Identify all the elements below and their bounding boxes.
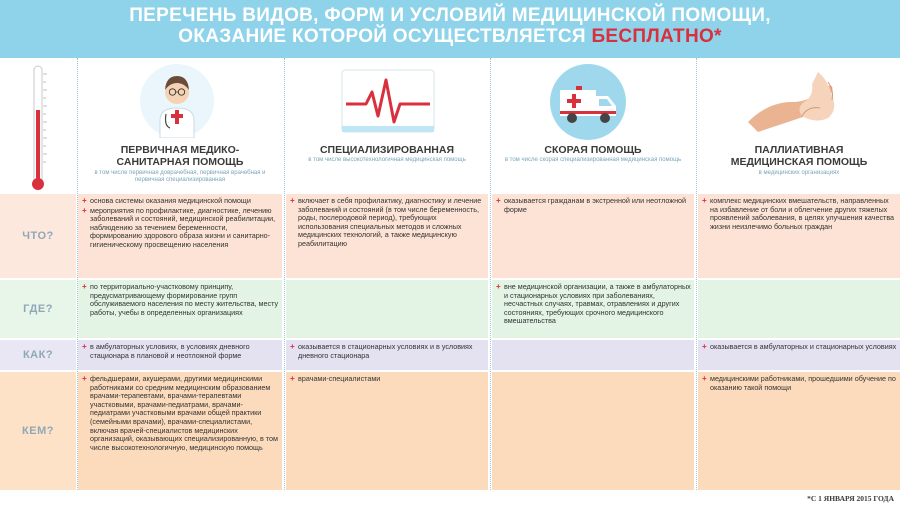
cell-specialized-where [286,280,488,338]
heart-monitor-icon [340,66,436,138]
column-emergency-title-line1: СКОРАЯ ПОМОЩЬ [544,144,642,156]
row-label-how: КАК? [0,340,76,370]
column-primary-title-line1: ПЕРВИЧНАЯ МЕДИКО- [120,144,240,156]
column-primary-header [78,58,282,194]
plus-icon: + [82,342,87,351]
column-primary-subtitle: в том числе первичная доврачебная, первичная врачебная и первичная специализированная [94,170,266,183]
thermometer-cell [0,58,76,194]
column-specialized-subtitle: в том числе высокотехнологичная медицинская помощь [308,157,466,163]
thermometer-icon [0,58,76,194]
column-palliative-title-line1: ПАЛЛИАТИВНАЯ [754,144,844,156]
list-item: + в амбулаторных условиях, в условиях дневного стационара в плановой и неотложной форме [82,342,250,360]
list-item: + оказывается в стационарных условиях и в условиях дневного стационара [290,342,473,360]
page-title-line2 [0,26,900,47]
services-table [0,58,900,490]
title-band [0,0,900,58]
cell-emergency-who [492,372,694,490]
cell-specialized-what [286,194,488,278]
cell-palliative-who [698,372,900,490]
cell-palliative-where [698,280,900,338]
cell-specialized-who [286,372,488,490]
column-emergency-header [492,58,694,194]
cell-palliative-how [698,340,900,370]
footnote: *С 1 ЯНВАРЯ 2015 ГОДА [807,494,894,503]
plus-icon: + [496,196,501,205]
cell-emergency-where [492,280,694,338]
column-palliative-title-line2: МЕДИЦИНСКАЯ ПОМОЩЬ [730,156,868,168]
helping-hands-icon [728,62,870,142]
column-palliative-subtitle: в медицинских организациях [758,170,840,176]
cell-specialized-how [286,340,488,370]
column-specialized-title-line1: СПЕЦИАЛИЗИРОВАННАЯ [319,144,455,156]
column-divider [490,58,491,490]
cell-emergency-what [492,194,694,278]
plus-icon: + [496,282,501,291]
page-title-line2-text: ОКАЗАНИЕ КОТОРОЙ ОСУЩЕСТВЛЯЕТСЯ [178,26,592,47]
plus-icon: + [702,196,707,205]
list-item: + включает в себя профилактику, диагностику и лечение заболеваний и состояний (в том числе беременность, роды, послеродовой период), требующих использования специальных методов и сложных медицинских технологий, а также медицинскую реабилитацию [290,196,482,248]
column-divider [77,58,78,490]
ambulance-icon [550,64,626,140]
list-item: + мероприятия по профилактике, диагностике, лечению заболеваний и состояний, медицинской реабилитации, наблюдению за течением беременности, формированию здорового образа жизни и санитарно-гигиеническому просвещению населения [82,205,276,249]
plus-icon: + [702,374,707,383]
cell-palliative-what [698,194,900,278]
plus-icon: + [290,374,295,383]
cell-emergency-how [492,340,694,370]
plus-icon: + [82,282,87,291]
plus-icon: + [290,196,295,205]
list-item: + врачами-специалистами [290,374,381,383]
column-emergency-title [492,144,694,156]
row-label-where: ГДЕ? [0,280,76,338]
list-item: + оказывается гражданам в экстренной или неотложной форме [496,196,687,214]
row-label-what: ЧТО? [0,194,76,278]
list-item: + основа системы оказания медицинской помощи [82,196,251,205]
column-palliative-title [698,144,900,168]
doctor-icon [140,64,214,138]
plus-icon: + [82,196,87,205]
plus-icon: + [290,342,295,351]
column-emergency-subtitle: в том числе скорая специализированная медицинская помощь [504,157,682,163]
list-item: + медицинскими работниками, прошедшими обучение по оказанию такой помощи [702,374,896,392]
cell-primary-how [78,340,282,370]
cell-primary-who [78,372,282,490]
plus-icon: + [82,374,87,383]
column-specialized-header [286,58,488,194]
page-title-accent: БЕСПЛАТНО* [591,26,722,47]
cell-primary-what [78,194,282,278]
list-item: + комплекс медицинских вмешательств, направленных на избавление от боли и облегчение других тяжелых проявлений заболевания, в целях улучшения качества жизни неизлечимо больных граждан [702,196,895,231]
column-primary-title-line2: САНИТАРНАЯ ПОМОЩЬ [116,156,244,168]
list-item: + вне медицинской организации, а также в амбулаторных и стационарных условиях при заболеваниях, несчастных случаях, травмах, отравлениях и других состояниях, требующих срочного медицинского вмешательства [496,282,691,326]
list-item: + по территориально-участковому принципу, предусматривающему формирование групп обслуживаемого населения по месту жительства, месту работы, учебы в определенных организациях [82,282,279,317]
list-item: + оказывается в амбулаторных и стационарных условиях [702,342,897,351]
column-primary-title [78,144,282,168]
list-item: + фельдшерами, акушерами, другими медицинскими работниками со средним медицинским образованием врачами-терапевтами, врачами-терапевтами участковыми, врачами-педиатрами, врачами-педиатрами участковыми врачами общей практики (семейными врачами), врачами-специалистами, включая врачей-специалистов медицинских организаций, оказывающих специализированную, в том числе высокотехнологичную, медицинскую помощь [82,374,278,452]
page-title-line1: ПЕРЕЧЕНЬ ВИДОВ, ФОРМ И УСЛОВИЙ МЕДИЦИНСКОЙ ПОМОЩИ, [129,5,771,26]
plus-icon: + [82,205,87,215]
plus-icon: + [702,342,707,351]
column-specialized-title [286,144,488,156]
column-divider [284,58,285,490]
column-divider [696,58,697,490]
column-palliative-header [698,58,900,194]
row-label-who: КЕМ? [0,372,76,490]
cell-primary-where [78,280,282,338]
